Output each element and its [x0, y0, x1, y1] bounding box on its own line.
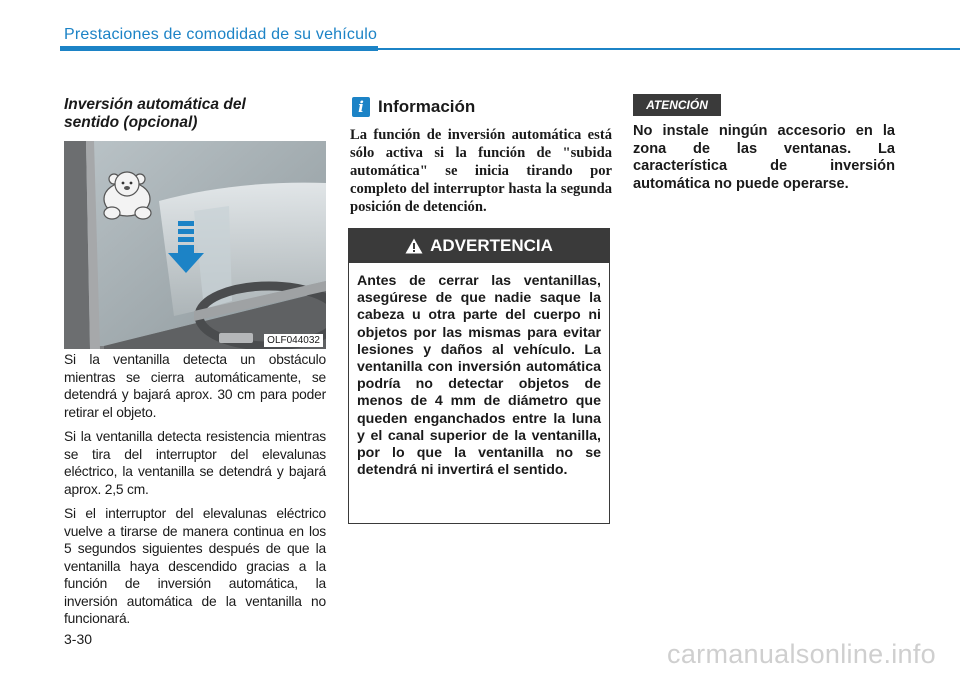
info-text: La función de inversión automática está sólo activa si la función de "subida automática" se inicia tirando por completo del interruptor hasta la segunda posición de detención. — [350, 127, 612, 215]
section-title-line1: Inversión automática del — [64, 96, 246, 113]
header-rule-thin — [378, 48, 960, 50]
warning-box — [348, 228, 610, 524]
info-heading — [352, 97, 475, 117]
paragraph: Si el interruptor del elevalunas eléctrico vuelve a tirarse de manera continua en los 5 segundos siguientes después de que la ventanilla haya descendido gracias a la función de inversión automática, la inversión automática de la ventanilla no funcionará. — [64, 506, 326, 626]
section-body — [64, 351, 326, 635]
warning-title: ADVERTENCIA — [430, 236, 553, 255]
info-icon: i — [352, 97, 370, 117]
car-window-image — [64, 141, 326, 349]
warning-triangle-icon — [405, 238, 423, 254]
paragraph: Si la ventanilla detecta un obstáculo mientras se cierra automáticamente, se detendrá y bajará aprox. 30 cm para poder retirar el objeto. — [64, 352, 326, 420]
section-title — [64, 96, 326, 132]
section-heading — [64, 96, 326, 132]
window-illustration — [64, 141, 326, 349]
paragraph: Si la ventanilla detecta resistencia mientras se tira del interruptor del elevalunas eléctrico, la ventanilla se detendrá y bajará aprox. 2,5 cm. — [64, 429, 326, 497]
page-header-title: Prestaciones de comodidad de su vehículo — [64, 26, 378, 43]
warning-header — [349, 229, 609, 263]
watermark: carmanualsonline.info — [667, 639, 936, 669]
notice-text: No instale ningún accesorio en la zona de las ventanas. La característica de inversión automática no puede operarse. — [633, 123, 895, 192]
teddy-bear-icon — [104, 172, 151, 219]
info-title: Información — [378, 97, 476, 116]
page-number: 3-30 — [64, 631, 93, 647]
section-title-line2: sentido (opcional) — [64, 114, 198, 131]
figure-code: OLF044032 — [264, 334, 323, 347]
header-rule-thick — [60, 46, 378, 51]
warning-text: Antes de cerrar las ventanillas, asegúrese de que nadie saque la cabeza u otra parte del cuerpo ni objetos por las mismas para evitar lesiones y daños al vehículo. La ventanilla con inversión automática podría no detectar objetos de menos de 4 mm de diámetro que queden enganchados entre la luna y el canal superior de la ventanilla, por lo que la ventanilla no se detendrá ni invertirá el sentido. — [357, 273, 601, 479]
notice-badge: ATENCIÓN — [633, 94, 721, 116]
